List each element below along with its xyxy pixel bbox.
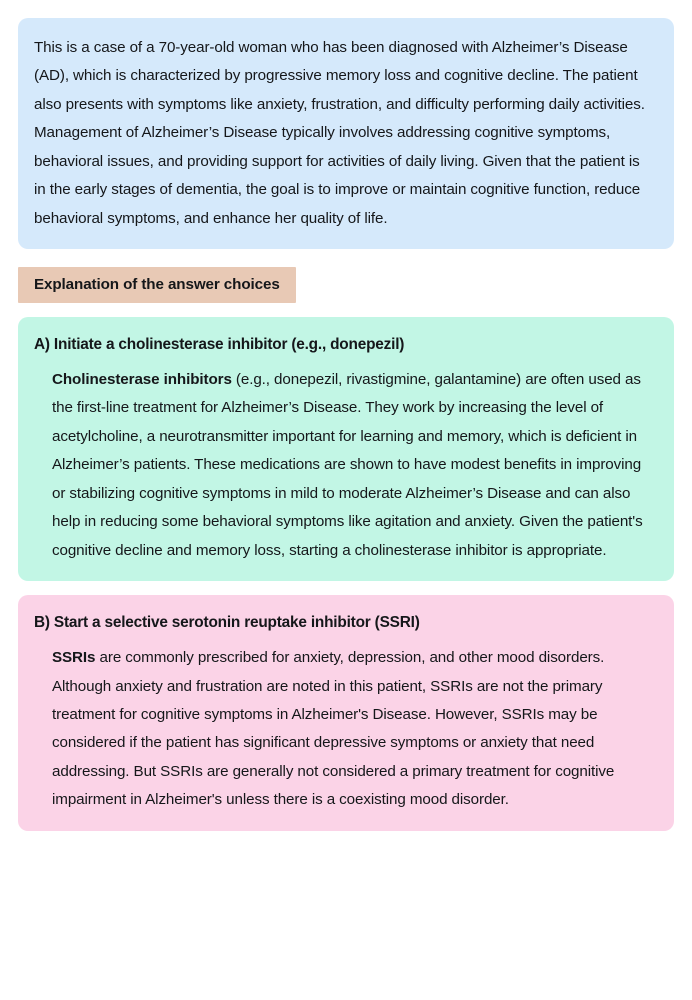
answer-choice-b-lead-term: SSRIs: [52, 649, 96, 667]
answer-choice-b-paragraph: [52, 644, 654, 815]
answer-choice-a-body: [52, 366, 654, 565]
answer-choice-a-heading: A) Initiate a cholinesterase inhibitor (e.g., donepezil): [34, 335, 405, 353]
answer-choice-b-card[interactable]: [18, 595, 674, 831]
answer-choice-b-body: [52, 644, 654, 815]
choice-spacer: [18, 581, 674, 595]
answer-choice-a-paragraph: [52, 366, 654, 565]
answer-choice-a-explanation: (e.g., donepezil, rivastigmine, galantamine) are often used as the first-line treatment for Alzheimer’s Disease. They work by increasing the level of acetylcholine, a neurotransmitter important for learning and memory, which is deficient in Alzheimer’s patients. These medications are shown to have modest benefits in improving or stabilizing cognitive symptoms in mild to moderate Alzheimer’s Disease and can also help in reducing some behavioral symptoms like agitation and anxiety. Given the patient's cognitive decline and memory loss, starting a cholinesterase inhibitor is appropriate.: [52, 371, 643, 559]
answer-choice-a-lead-term: Cholinesterase inhibitors: [52, 371, 232, 389]
answer-choice-b-explanation: are commonly prescribed for anxiety, depression, and other mood disorders. Although anxiety and frustration are noted in this patient, SSRIs are not the primary treatment for cognitive symptoms in Alzheimer's Disease. However, SSRIs may be considered if the patient has significant depressive symptoms or anxiety that need addressing. But SSRIs are generally not considered a primary treatment for cognitive impairment in Alzheimer's unless there is a coexisting mood disorder.: [52, 649, 615, 809]
explanation-banner-row: [18, 267, 674, 303]
clinical-vignette-card: [18, 18, 674, 249]
explanation-banner-label: Explanation of the answer choices: [18, 267, 296, 303]
clinical-vignette-text: This is a case of a 70-year-old woman who has been diagnosed with Alzheimer’s Disease (AD), which is characterized by progressive memory loss and cognitive decline. The patient also presents with symptoms like anxiety, frustration, and difficulty performing daily activities. Management of Alzheimer’s Disease typically involves addressing cognitive symptoms, behavioral issues, and providing support for activities of daily living. Given that the patient is in the early stages of dementia, the goal is to improve or maintain cognitive function, reduce behavioral symptoms, and enhance her quality of life.: [34, 39, 645, 227]
answer-choice-a-card[interactable]: [18, 317, 674, 581]
answer-choice-b-heading: B) Start a selective serotonin reuptake inhibitor (SSRI): [34, 614, 420, 632]
